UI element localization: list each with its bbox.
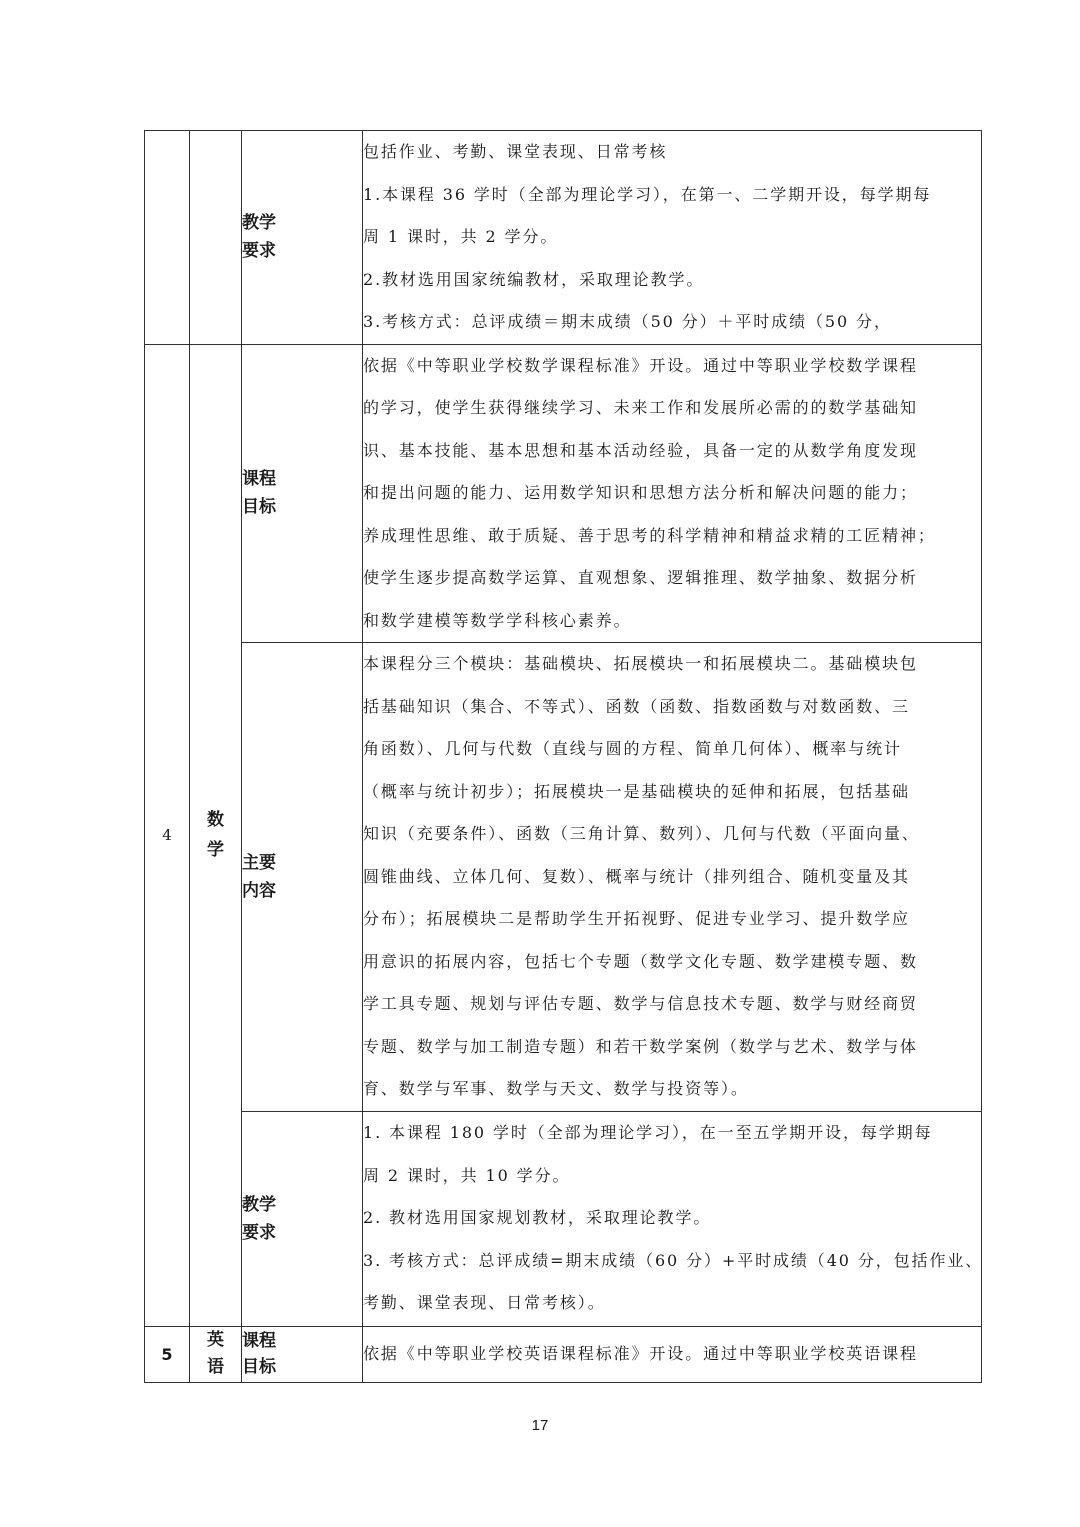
content-line: 括基础知识（集合、不等式）、函数（函数、指数函数与对数函数、三 bbox=[363, 696, 910, 716]
table-row bbox=[145, 131, 982, 345]
subject-cell-empty bbox=[190, 131, 242, 345]
content-line: 使学生逐步提高数学运算、直观想象、逻辑推理、数学抽象、数据分析 bbox=[363, 568, 918, 587]
content-line: 圆锥曲线、立体几何、复数）、概率与统计（排列组合、随机变量及其 bbox=[363, 866, 910, 886]
table-row bbox=[145, 643, 982, 1112]
content-line: 用意识的拓展内容，包括七个专题（数学文化专题、数学建模专题、数 bbox=[363, 951, 918, 971]
content-cell bbox=[363, 1326, 982, 1382]
content-line: 的学习，使学生获得继续学习、未来工作和发展所必需的的数学基础知 bbox=[363, 398, 918, 417]
course-number: 5 bbox=[145, 1326, 190, 1382]
content-line: 包括作业、考勤、课堂表现、日常考核 bbox=[363, 142, 668, 161]
content-line: 角函数）、几何与代数（直线与圆的方程、简单几何体）、概率与统计 bbox=[363, 739, 902, 758]
content-line: 周 1 课时，共 2 学分。 bbox=[363, 227, 559, 246]
content-line: 和提出问题的能力、运用数学知识和思想方法分析和解决问题的能力； bbox=[363, 483, 918, 502]
content-line: 3. 考核方式：总评成绩=期末成绩（60 分）+平时成绩（40 分，包括作业、 bbox=[363, 1250, 984, 1270]
content-line: 识、基本技能、基本思想和基本活动经验，具备一定的从数学角度发现 bbox=[363, 440, 918, 460]
row-label-line: 主要 bbox=[242, 852, 276, 873]
content-line: 养成理性思维、敢于质疑、善于思考的科学精神和精益求精的工匠精神； bbox=[363, 525, 936, 545]
content-cell bbox=[363, 131, 982, 345]
row-label bbox=[242, 643, 363, 1112]
row-label bbox=[242, 1326, 363, 1382]
row-label-line: 要求 bbox=[242, 241, 276, 262]
content-line: 学工具专题、规划与评估专题、数学与信息技术专题、数学与财经商贸 bbox=[363, 994, 918, 1013]
content-line: 和数学建模等数学学科核心素养。 bbox=[363, 610, 632, 630]
row-label bbox=[242, 131, 363, 345]
content-cell bbox=[363, 344, 982, 643]
content-line: 考勤、课堂表现、日常考核）。 bbox=[363, 1293, 606, 1313]
content-line: 育、数学与军事、数学与天文、数学与投资等）。 bbox=[363, 1079, 749, 1098]
content-cell bbox=[363, 643, 982, 1112]
course-subject-char: 数 bbox=[207, 810, 224, 830]
course-subject-char: 语 bbox=[207, 1357, 224, 1377]
content-line: 2.教材选用国家统编教材，采取理论教学。 bbox=[363, 269, 705, 289]
course-subject-char: 学 bbox=[207, 840, 224, 860]
content-line: 2. 教材选用国家规划教材，采取理论教学。 bbox=[363, 1208, 712, 1228]
row-label bbox=[242, 1111, 363, 1326]
row-label bbox=[242, 344, 363, 643]
course-subject bbox=[190, 1326, 242, 1382]
course-subject bbox=[190, 344, 242, 1326]
page-number: 17 bbox=[531, 1417, 549, 1434]
content-line: 3.考核方式：总评成绩＝期末成绩（50 分）＋平时成绩（50 分， bbox=[363, 312, 892, 331]
content-line: 1.本课程 36 学时（全部为理论学习），在第一、二学期开设，每学期每 bbox=[363, 184, 932, 204]
table-row bbox=[145, 1326, 982, 1382]
table-row bbox=[145, 1111, 982, 1326]
content-line: 分布）；拓展模块二是帮助学生开拓视野、促进专业学习、提升数学应 bbox=[363, 909, 910, 928]
row-label-line: 教学 bbox=[242, 1194, 276, 1215]
content-line: 周 2 课时，共 10 学分。 bbox=[363, 1165, 571, 1185]
table-row bbox=[145, 344, 982, 643]
content-line: （概率与统计初步）；拓展模块一是基础模块的延伸和拓展，包括基础 bbox=[363, 781, 910, 801]
row-label-line: 内容 bbox=[242, 880, 276, 901]
content-line: 1. 本课程 180 学时（全部为理论学习），在一至五学期开设，每学期每 bbox=[363, 1123, 933, 1143]
row-label-line: 课程 bbox=[242, 469, 276, 490]
course-table bbox=[144, 130, 982, 1383]
row-label-line: 目标 bbox=[242, 497, 276, 518]
content-line: 专题、数学与加工制造专题）和若干数学案例（数学与艺术、数学与体 bbox=[363, 1036, 918, 1056]
course-subject-char: 英 bbox=[207, 1330, 224, 1350]
content-line: 依据《中等职业学校英语课程标准》开设。通过中等职业学校英语课程 bbox=[363, 1344, 918, 1363]
content-line: 知识（充要条件）、函数（三角计算、数列）、几何与代数（平面向量、 bbox=[363, 824, 920, 843]
course-number: 4 bbox=[145, 344, 190, 1326]
content-cell bbox=[363, 1111, 982, 1326]
number-cell-empty bbox=[145, 131, 190, 345]
row-label-line: 目标 bbox=[242, 1357, 276, 1377]
row-label-line: 要求 bbox=[242, 1222, 276, 1243]
row-label-line: 教学 bbox=[242, 213, 276, 234]
row-label-line: 课程 bbox=[242, 1331, 276, 1351]
content-line: 依据《中等职业学校数学课程标准》开设。通过中等职业学校数学课程 bbox=[363, 355, 918, 375]
content-line: 本课程分三个模块：基础模块、拓展模块一和拓展模块二。基础模块包 bbox=[363, 654, 918, 673]
